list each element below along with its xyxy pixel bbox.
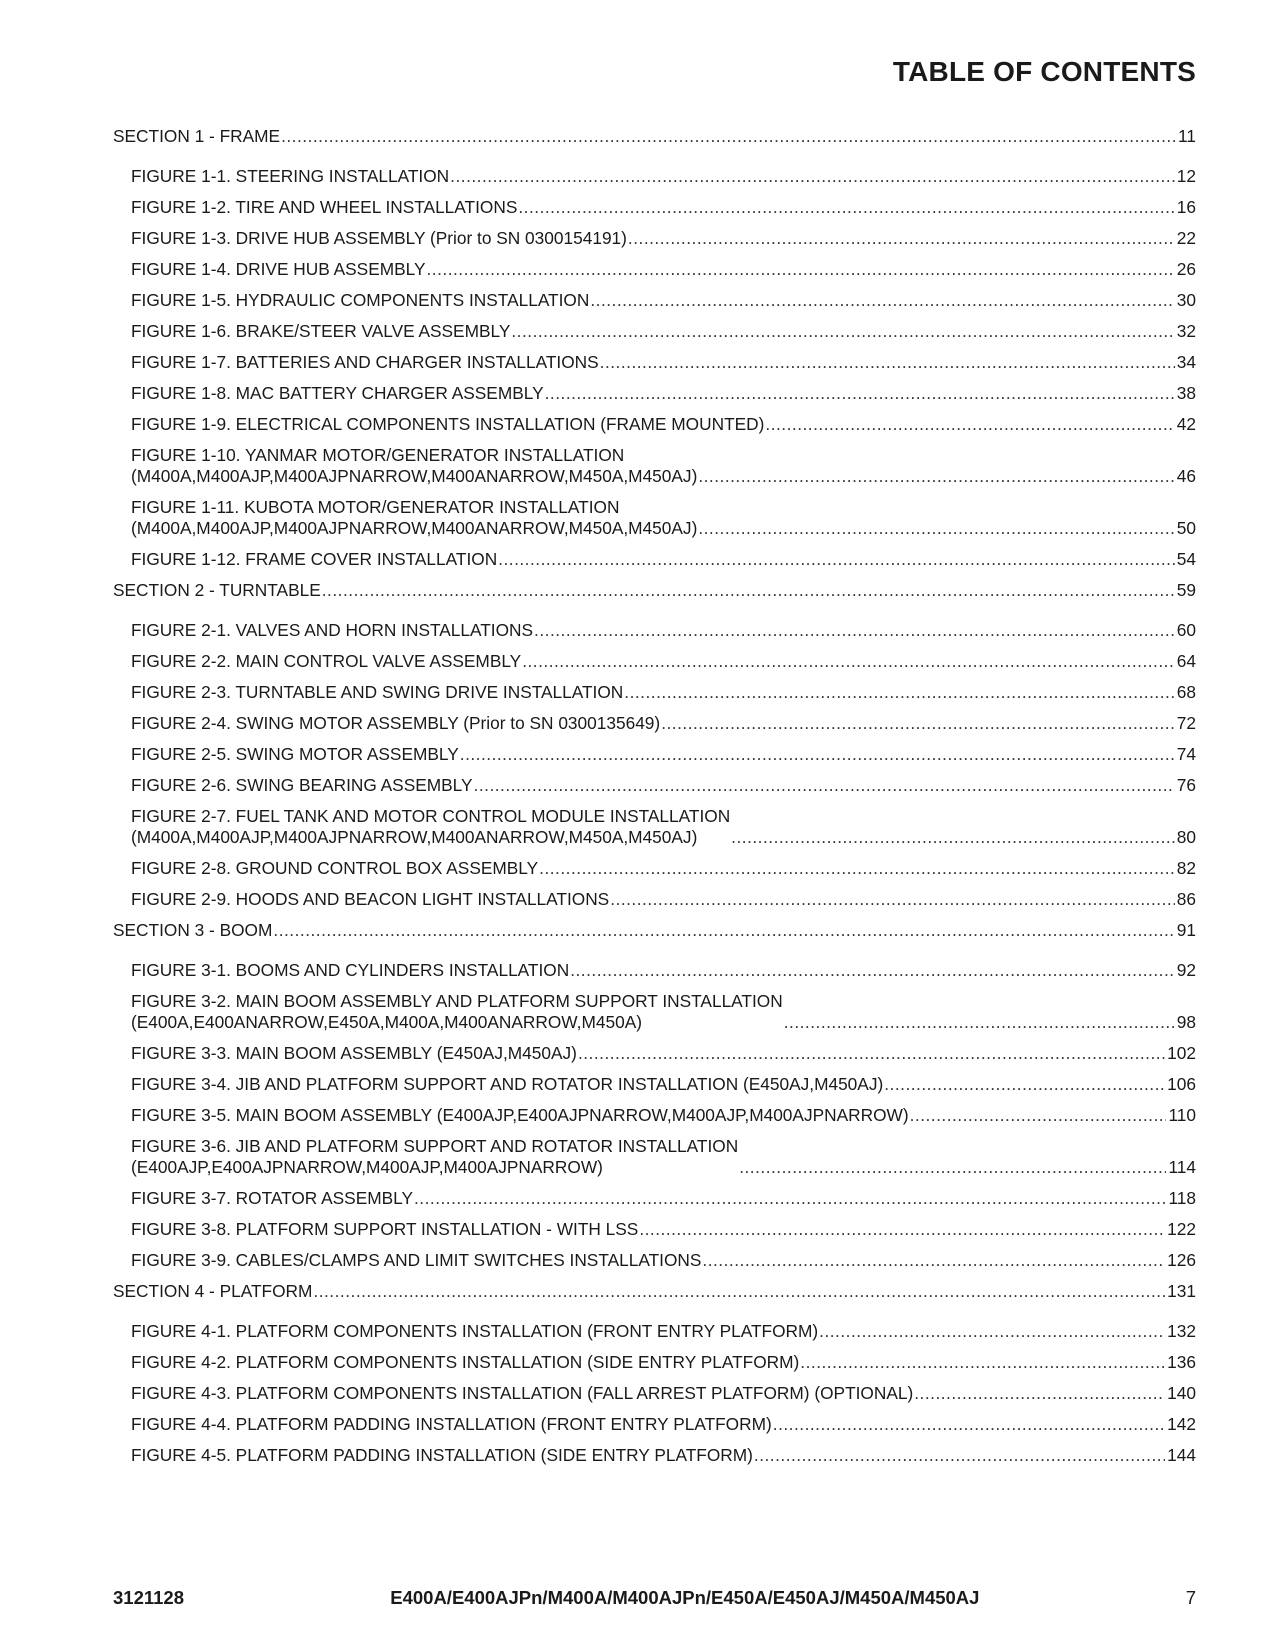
- toc-figure-entry[interactable]: [113, 321, 1196, 342]
- toc-dot-leader: [698, 518, 1174, 539]
- toc-entry-label: [131, 290, 589, 311]
- toc-figure-entry[interactable]: [113, 1321, 1196, 1342]
- toc-figure-entry[interactable]: [113, 960, 1196, 981]
- toc-dot-leader: [610, 889, 1175, 910]
- toc-page-number: 26: [1176, 259, 1196, 279]
- toc-page-number: 110: [1168, 1105, 1196, 1125]
- toc-figure-entry[interactable]: [113, 1383, 1196, 1404]
- toc-dot-leader: [474, 775, 1175, 796]
- toc-entry-title-line: FIGURE 3-5. MAIN BOOM ASSEMBLY (E400AJP,E400AJPNARROW,M400AJP,M400AJPNARROW): [131, 1105, 909, 1125]
- toc-dot-leader: [773, 1414, 1165, 1435]
- toc-page-number: 86: [1176, 889, 1196, 909]
- toc-page-number: 59: [1176, 580, 1196, 600]
- toc-page-number: 50: [1176, 518, 1196, 538]
- toc-entry-title-line: FIGURE 2-6. SWING BEARING ASSEMBLY: [131, 775, 473, 795]
- toc-page-number: 142: [1167, 1414, 1196, 1434]
- toc-entry-label: [113, 580, 321, 601]
- toc-page-number: 72: [1176, 713, 1196, 733]
- toc-page-number: 98: [1176, 1012, 1196, 1032]
- toc-page-number: 136: [1167, 1352, 1196, 1372]
- toc-entry-title-line: FIGURE 2-8. GROUND CONTROL BOX ASSEMBLY: [131, 858, 539, 878]
- toc-page-number: 16: [1176, 197, 1196, 217]
- toc-dot-leader: [313, 1281, 1165, 1302]
- toc-entry-title-line: FIGURE 2-3. TURNTABLE AND SWING DRIVE INSTALLATION: [131, 682, 624, 702]
- toc-dot-leader: [600, 352, 1175, 373]
- toc-page-number: 34: [1176, 352, 1196, 372]
- toc-entry-label: [131, 1105, 909, 1126]
- toc-section-entry[interactable]: [113, 920, 1196, 941]
- toc-dot-leader: [522, 651, 1175, 672]
- toc-dot-leader: [914, 1383, 1165, 1404]
- toc-figure-entry[interactable]: [113, 889, 1196, 910]
- toc-entry-title-line: FIGURE 1-7. BATTERIES AND CHARGER INSTALLATIONS: [131, 352, 599, 372]
- toc-dot-leader: [731, 827, 1175, 848]
- toc-page-number: 60: [1176, 620, 1196, 640]
- toc-page-number: 91: [1176, 920, 1196, 940]
- toc-entry-title-line: FIGURE 2-4. SWING MOTOR ASSEMBLY (Prior to SN 0300135649): [131, 713, 661, 733]
- toc-dot-leader: [578, 1043, 1165, 1064]
- toc-dot-leader: [590, 290, 1174, 311]
- page-title: TABLE OF CONTENTS: [892, 56, 1196, 87]
- toc-dot-leader: [624, 682, 1174, 703]
- toc-figure-entry[interactable]: [113, 445, 1196, 487]
- toc-entry-title-line: FIGURE 3-7. ROTATOR ASSEMBLY: [131, 1188, 413, 1208]
- toc-entry-label: [131, 352, 599, 373]
- toc-entry-title-line: FIGURE 3-9. CABLES/CLAMPS AND LIMIT SWITCHES INSTALLATIONS: [131, 1250, 702, 1270]
- toc-entry-label: [131, 197, 517, 218]
- toc-entry-label: [131, 228, 627, 249]
- toc-figure-entry[interactable]: [113, 682, 1196, 703]
- toc-entry-title-line: FIGURE 3-6. JIB AND PLATFORM SUPPORT AND ROTATOR INSTALLATION: [131, 1136, 739, 1156]
- toc-entry-title-line: (E400AJP,E400AJPNARROW,M400AJP,M400AJPNARROW): [131, 1157, 603, 1177]
- toc-figure-entry[interactable]: [113, 1043, 1196, 1064]
- toc-entry-title-line: FIGURE 2-2. MAIN CONTROL VALVE ASSEMBLY: [131, 651, 522, 671]
- toc-entry-label: [131, 651, 521, 672]
- toc-page-number: 82: [1176, 858, 1196, 878]
- toc-entry-title-line: (M400A,M400AJP,M400AJPNARROW,M400ANARROW,M450A,M450AJ): [131, 827, 698, 847]
- toc-entry-label: [131, 620, 533, 641]
- toc-entry-label: [131, 1188, 413, 1209]
- toc-entry-title-line: SECTION 3 - BOOM: [113, 920, 273, 940]
- toc-page-number: 68: [1176, 682, 1196, 702]
- toc-page-number: 32: [1176, 321, 1196, 341]
- toc-dot-leader: [427, 259, 1175, 280]
- toc-figure-entry[interactable]: [113, 806, 1196, 848]
- toc-entry-title-line: FIGURE 1-8. MAC BATTERY CHARGER ASSEMBLY: [131, 383, 544, 403]
- toc-page-number: 102: [1167, 1043, 1196, 1063]
- toc-dot-leader: [784, 1012, 1175, 1033]
- toc-dot-leader: [460, 744, 1175, 765]
- toc-entry-title-line: FIGURE 1-11. KUBOTA MOTOR/GENERATOR INSTALLATION: [131, 497, 620, 517]
- toc-figure-entry[interactable]: [113, 1105, 1196, 1126]
- toc-figure-entry[interactable]: [113, 1219, 1196, 1240]
- toc-entry-title-line: SECTION 2 - TURNTABLE: [113, 580, 321, 600]
- toc-dot-leader: [819, 1321, 1165, 1342]
- footer-models: E400A/E400AJPn/M400A/M400AJPn/E450A/E450AJ/M450A/M450AJ: [390, 1587, 980, 1608]
- toc-entry-label: [131, 1352, 799, 1373]
- toc-dot-leader: [518, 197, 1174, 218]
- toc-figure-entry[interactable]: [113, 651, 1196, 672]
- toc-entry-title-line: FIGURE 4-1. PLATFORM COMPONENTS INSTALLATION (FRONT ENTRY PLATFORM): [131, 1321, 819, 1341]
- toc-entry-title-line: FIGURE 3-8. PLATFORM SUPPORT INSTALLATION - WITH LSS: [131, 1219, 639, 1239]
- toc-figure-entry[interactable]: [113, 1074, 1196, 1095]
- toc-page-number: 74: [1176, 744, 1196, 764]
- toc-entry-title-line: FIGURE 3-3. MAIN BOOM ASSEMBLY (E450AJ,M450AJ): [131, 1043, 577, 1063]
- toc-entry-label: [131, 806, 730, 848]
- toc-page-number: 131: [1167, 1281, 1196, 1301]
- toc-figure-entry[interactable]: [113, 991, 1196, 1033]
- toc-dot-leader: [570, 960, 1175, 981]
- footer-doc-number: 3121128: [113, 1587, 185, 1608]
- toc-entry-title-line: FIGURE 4-3. PLATFORM COMPONENTS INSTALLATION (FALL ARREST PLATFORM) (OPTIONAL): [131, 1383, 914, 1403]
- toc-entry-title-line: FIGURE 3-4. JIB AND PLATFORM SUPPORT AND ROTATOR INSTALLATION (E450AJ,M450AJ): [131, 1074, 884, 1094]
- toc-entry-label: [131, 321, 510, 342]
- toc-entry-title-line: SECTION 1 - FRAME: [113, 126, 281, 146]
- toc-page-number: 12: [1176, 166, 1196, 186]
- toc-page-number: 132: [1167, 1321, 1196, 1341]
- toc-entry-label: [131, 858, 538, 879]
- toc-entry-title-line: FIGURE 1-3. DRIVE HUB ASSEMBLY (Prior to SN 0300154191): [131, 228, 627, 248]
- toc-page-number: 11: [1178, 126, 1196, 146]
- toc-dot-leader: [534, 620, 1175, 641]
- toc-entry-title-line: FIGURE 2-9. HOODS AND BEACON LIGHT INSTALLATIONS: [131, 889, 610, 909]
- toc-entry-label: [131, 713, 660, 734]
- toc-dot-leader: [765, 414, 1174, 435]
- toc-entry-label: [113, 126, 280, 147]
- toc-entry-label: [131, 1074, 883, 1095]
- toc-figure-entry[interactable]: [113, 497, 1196, 539]
- toc-figure-entry[interactable]: [113, 290, 1196, 311]
- toc-dot-leader: [498, 549, 1175, 570]
- toc-entry-label: [131, 1445, 753, 1466]
- toc-dot-leader: [322, 580, 1175, 601]
- toc-page-number: 80: [1176, 827, 1196, 847]
- toc-entry-label: [131, 744, 459, 765]
- toc-dot-leader: [884, 1074, 1165, 1095]
- toc-entry-label: [113, 920, 272, 941]
- toc-figure-entry[interactable]: [113, 549, 1196, 570]
- toc-entry-title-line: FIGURE 2-5. SWING MOTOR ASSEMBLY: [131, 744, 459, 764]
- toc-entry-label: [131, 1414, 772, 1435]
- toc-page-number: 22: [1176, 228, 1196, 248]
- toc-entry-label: [131, 682, 623, 703]
- toc-entry-title-line: FIGURE 1-2. TIRE AND WHEEL INSTALLATIONS: [131, 197, 518, 217]
- toc-figure-entry[interactable]: [113, 166, 1196, 187]
- toc-entry-label: [131, 259, 426, 280]
- toc-page-number: 76: [1176, 775, 1196, 795]
- toc-figure-entry[interactable]: [113, 1352, 1196, 1373]
- toc-entry-label: [131, 1383, 913, 1404]
- toc-dot-leader: [698, 466, 1174, 487]
- toc-page-number: 106: [1167, 1074, 1196, 1094]
- toc-entry-title-line: FIGURE 4-5. PLATFORM PADDING INSTALLATION (SIDE ENTRY PLATFORM): [131, 1445, 753, 1465]
- toc-entry-label: [131, 414, 764, 435]
- toc-dot-leader: [539, 858, 1175, 879]
- toc-figure-entry[interactable]: [113, 858, 1196, 879]
- toc-entry-label: [131, 166, 449, 187]
- toc-entry-title-line: FIGURE 4-4. PLATFORM PADDING INSTALLATION (FRONT ENTRY PLATFORM): [131, 1414, 772, 1434]
- toc-entry-label: [131, 1321, 818, 1342]
- toc-entry-label: [131, 775, 473, 796]
- toc-entry-label: [131, 1043, 577, 1064]
- toc-page-number: 30: [1176, 290, 1196, 310]
- toc-entry-title-line: FIGURE 1-4. DRIVE HUB ASSEMBLY: [131, 259, 426, 279]
- toc-figure-entry[interactable]: [113, 259, 1196, 280]
- page-footer: [113, 1587, 1196, 1609]
- toc-section-entry[interactable]: [113, 1281, 1196, 1302]
- toc-entry-label: [131, 1250, 701, 1271]
- toc-list: [113, 126, 1196, 1476]
- toc-entry-label: [131, 445, 697, 487]
- toc-figure-entry[interactable]: [113, 197, 1196, 218]
- toc-dot-leader: [661, 713, 1175, 734]
- toc-figure-entry[interactable]: [113, 383, 1196, 404]
- toc-dot-leader: [281, 126, 1176, 147]
- toc-figure-entry[interactable]: [113, 352, 1196, 373]
- toc-figure-entry[interactable]: [113, 1414, 1196, 1435]
- toc-page-number: 92: [1176, 960, 1196, 980]
- toc-dot-leader: [545, 383, 1175, 404]
- toc-entry-title-line: FIGURE 3-1. BOOMS AND CYLINDERS INSTALLATION: [131, 960, 570, 980]
- footer-page-number: 7: [1185, 1587, 1196, 1608]
- toc-page-number: 122: [1167, 1219, 1196, 1239]
- toc-dot-leader: [511, 321, 1174, 342]
- toc-entry-title-line: FIGURE 1-1. STEERING INSTALLATION: [131, 166, 450, 186]
- toc-entry-title-line: FIGURE 2-7. FUEL TANK AND MOTOR CONTROL MODULE INSTALLATION: [131, 806, 731, 826]
- toc-entry-title-line: FIGURE 4-2. PLATFORM COMPONENTS INSTALLATION (SIDE ENTRY PLATFORM): [131, 1352, 800, 1372]
- toc-entry-title-line: (E400A,E400ANARROW,E450A,M400A,M400ANARROW,M450A): [131, 1012, 642, 1032]
- toc-page-number: 140: [1167, 1383, 1196, 1403]
- toc-section-entry[interactable]: [113, 580, 1196, 601]
- toc-dot-leader: [628, 228, 1175, 249]
- toc-dot-leader: [450, 166, 1175, 187]
- toc-page-number: 64: [1176, 651, 1196, 671]
- toc-entry-title-line: (M400A,M400AJP,M400AJPNARROW,M400ANARROW,M450A,M450AJ): [131, 466, 698, 486]
- toc-figure-entry[interactable]: [113, 620, 1196, 641]
- toc-figure-entry[interactable]: [113, 228, 1196, 249]
- toc-entry-label: [131, 889, 609, 910]
- toc-entry-label: [131, 497, 697, 539]
- toc-entry-label: [113, 1281, 312, 1302]
- toc-page-number: 114: [1168, 1157, 1196, 1177]
- toc-entry-title-line: FIGURE 1-9. ELECTRICAL COMPONENTS INSTALLATION (FRAME MOUNTED): [131, 414, 765, 434]
- toc-figure-entry[interactable]: [113, 1250, 1196, 1271]
- toc-dot-leader: [739, 1157, 1166, 1178]
- toc-figure-entry[interactable]: [113, 1136, 1196, 1178]
- toc-entry-title-line: SECTION 4 - PLATFORM: [113, 1281, 313, 1301]
- toc-entry-label: [131, 383, 544, 404]
- toc-page-number: 126: [1167, 1250, 1196, 1270]
- toc-entry-label: [131, 1136, 738, 1178]
- toc-figure-entry[interactable]: [113, 414, 1196, 435]
- toc-page-number: 46: [1176, 466, 1196, 486]
- toc-page-number: 38: [1176, 383, 1196, 403]
- toc-entry-title-line: (M400A,M400AJP,M400AJPNARROW,M400ANARROW,M450A,M450AJ): [131, 518, 698, 538]
- toc-entry-title-line: FIGURE 1-12. FRAME COVER INSTALLATION: [131, 549, 498, 569]
- toc-figure-entry[interactable]: [113, 744, 1196, 765]
- toc-page-number: 144: [1167, 1445, 1196, 1465]
- toc-section-entry[interactable]: [113, 126, 1196, 147]
- toc-page-number: 54: [1176, 549, 1196, 569]
- toc-page-number: 42: [1176, 414, 1196, 434]
- toc-entry-title-line: FIGURE 1-5. HYDRAULIC COMPONENTS INSTALLATION: [131, 290, 590, 310]
- toc-entry-label: [131, 991, 783, 1033]
- toc-dot-leader: [754, 1445, 1165, 1466]
- toc-dot-leader: [273, 920, 1174, 941]
- toc-figure-entry[interactable]: [113, 1445, 1196, 1466]
- toc-page-number: 118: [1168, 1188, 1196, 1208]
- toc-dot-leader: [910, 1105, 1167, 1126]
- toc-figure-entry[interactable]: [113, 1188, 1196, 1209]
- toc-dot-leader: [702, 1250, 1165, 1271]
- toc-dot-leader: [639, 1219, 1165, 1240]
- toc-entry-title-line: FIGURE 3-2. MAIN BOOM ASSEMBLY AND PLATFORM SUPPORT INSTALLATION: [131, 991, 783, 1011]
- toc-entry-label: [131, 1219, 638, 1240]
- toc-entry-title-line: FIGURE 2-1. VALVES AND HORN INSTALLATIONS: [131, 620, 534, 640]
- toc-entry-label: [131, 960, 569, 981]
- toc-figure-entry[interactable]: [113, 775, 1196, 796]
- toc-dot-leader: [800, 1352, 1165, 1373]
- toc-dot-leader: [414, 1188, 1166, 1209]
- toc-entry-label: [131, 549, 497, 570]
- toc-figure-entry[interactable]: [113, 713, 1196, 734]
- toc-entry-title-line: FIGURE 1-6. BRAKE/STEER VALVE ASSEMBLY: [131, 321, 511, 341]
- toc-entry-title-line: FIGURE 1-10. YANMAR MOTOR/GENERATOR INSTALLATION: [131, 445, 625, 465]
